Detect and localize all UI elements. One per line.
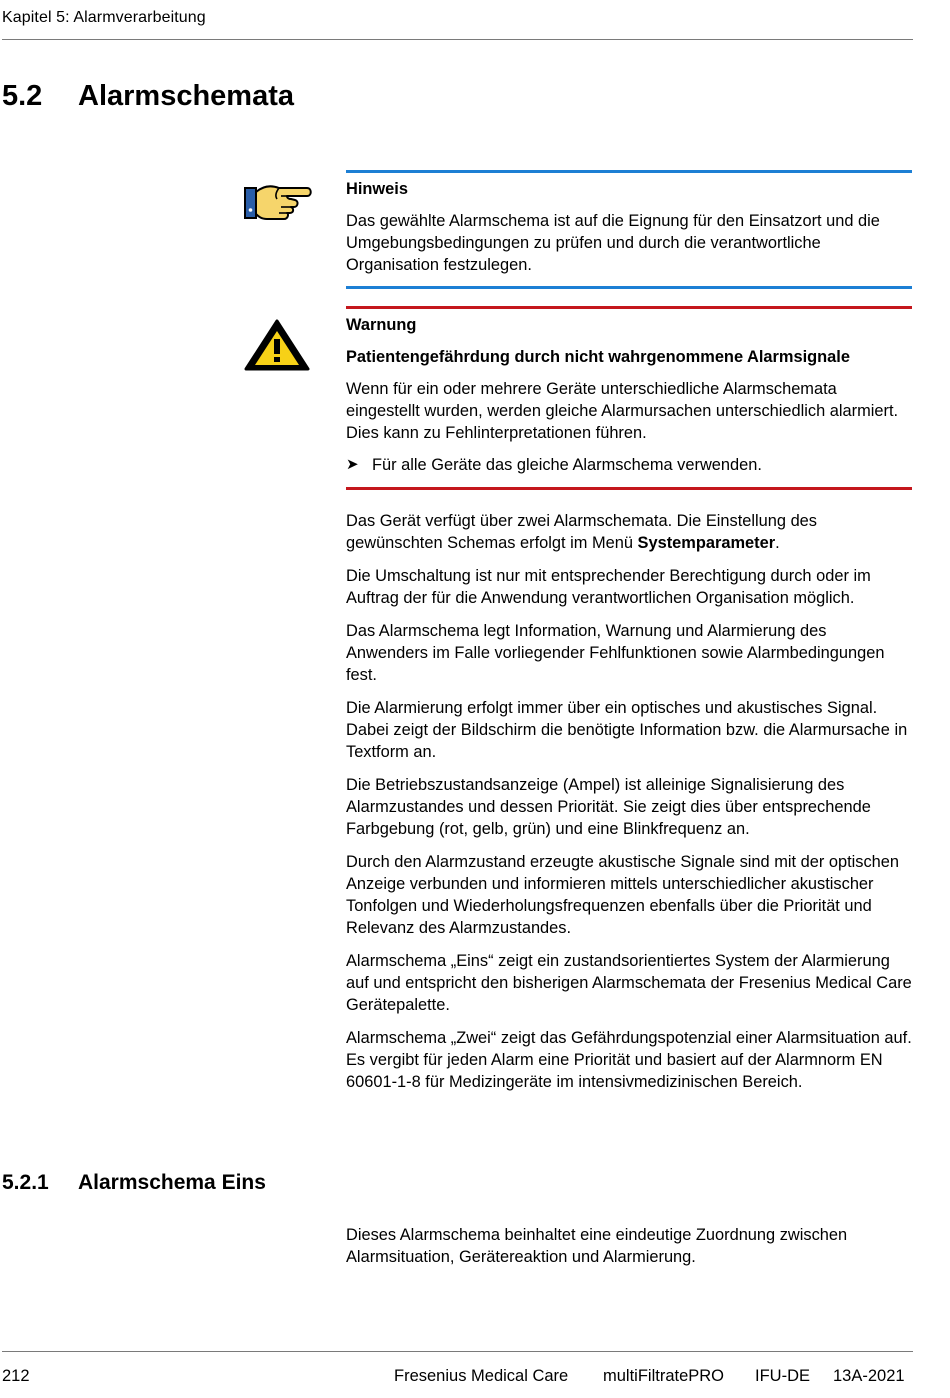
action-arrow-icon: ➤	[346, 456, 359, 473]
note-text: Das gewählte Alarmschema ist auf die Eignung für den Einsatzort und die Umgebungsbedingungen zu prüfen und durch die verantwortliche Organisation festzulegen.	[346, 212, 880, 274]
section-heading	[2, 80, 294, 113]
paragraph: Die Alarmierung erfolgt immer über ein optisches und akustisches Signal. Dabei zeigt der Bildschirm die benötigte Information bzw. die Alarmursache in Textform an.	[346, 699, 908, 761]
running-head: Kapitel 5: Alarmverarbeitung	[2, 9, 206, 26]
footer-divider	[2, 1351, 913, 1352]
subsection-heading	[2, 1171, 266, 1195]
note-block	[346, 178, 912, 276]
paragraph	[346, 510, 912, 554]
warning-subtitle: Patientengefährdung durch nicht wahrgenommene Alarmsignale	[346, 348, 850, 366]
paragraph: Das Alarmschema legt Information, Warnung und Alarmierung des Anwenders im Falle vorliegender Fehlfunktionen sowie Alarmbedingungen fest.	[346, 622, 885, 684]
subsection-body	[346, 1224, 912, 1268]
paragraph: Die Umschaltung ist nur mit entsprechender Berechtigung durch oder im Auftrag der für die Anwendung verantwortlichen Organisation möglich.	[346, 567, 871, 607]
note-title: Hinweis	[346, 180, 408, 198]
warning-triangle-icon	[243, 318, 311, 377]
menu-name: Systemparameter	[637, 534, 776, 552]
paragraph: Durch den Alarmzustand erzeugte akustische Signale sind mit der optischen Anzeige verbunden und informieren mittels unterschiedlicher akustischer Tonfolgen und Wiederholungsfrequenzen ebenfalls über die Priorität und Relevanz des Alarmzustandes.	[346, 853, 900, 937]
footer-doc-id: IFU-DE	[755, 1367, 810, 1385]
note-top-rule	[346, 170, 912, 173]
subsection-title: Alarmschema Eins	[78, 1171, 266, 1194]
warning-top-rule	[346, 306, 912, 309]
paragraph: Die Betriebszustandsanzeige (Ampel) ist alleinige Signalisierung des Alarmzustandes und dessen Priorität. Sie zeigt dies über entsprechende Farbgebung (rot, gelb, grün) und eine Blinkfrequenz an.	[346, 776, 871, 838]
footer-product: multiFiltratePRO	[603, 1367, 725, 1385]
warning-action-step	[346, 454, 912, 476]
body-text	[346, 510, 912, 1104]
subsection-text: Dieses Alarmschema beinhaltet eine eindeutige Zuordnung zwischen Alarmsituation, Gerätereaktion und Alarmierung.	[346, 1226, 848, 1266]
warning-action-text: Für alle Geräte das gleiche Alarmschema verwenden.	[372, 456, 762, 474]
section-number: 5.2	[2, 80, 43, 112]
warning-block	[346, 314, 912, 476]
page-number: 212	[2, 1367, 30, 1385]
footer-version: 13A-2021	[833, 1367, 905, 1385]
subsection-number: 5.2.1	[2, 1171, 49, 1194]
note-bottom-rule	[346, 286, 912, 289]
warning-text: Wenn für ein oder mehrere Geräte unterschiedliche Alarmschemata eingestellt wurden, werden gleiche Alarmursachen unterschiedlich alarmiert. Dies kann zu Fehlinterpretationen führen.	[346, 380, 899, 442]
paragraph-text-end: .	[775, 534, 780, 552]
warning-title: Warnung	[346, 316, 417, 334]
header-divider	[2, 39, 913, 40]
section-title: Alarmschemata	[78, 80, 294, 112]
paragraph-text: Das Gerät verfügt über zwei Alarmschemata. Die Einstellung des gewünschten Schemas erfolgt im Menü	[346, 512, 817, 552]
pointing-hand-icon	[243, 180, 313, 233]
warning-bottom-rule	[346, 487, 912, 490]
paragraph: Alarmschema „Zwei“ zeigt das Gefährdungspotenzial einer Alarmsituation auf. Es vergibt für jeden Alarm eine Priorität und basiert auf der Alarmnorm EN 60601-1-8 für Medizingeräte im intensivmedizinischen Bereich.	[346, 1029, 912, 1091]
paragraph: Alarmschema „Eins“ zeigt ein zustandsorientiertes System der Alarmierung auf und entspricht den bisherigen Alarmschemata der Fresenius Medical Care Gerätepalette.	[346, 952, 912, 1014]
footer-publisher: Fresenius Medical Care	[394, 1367, 569, 1385]
